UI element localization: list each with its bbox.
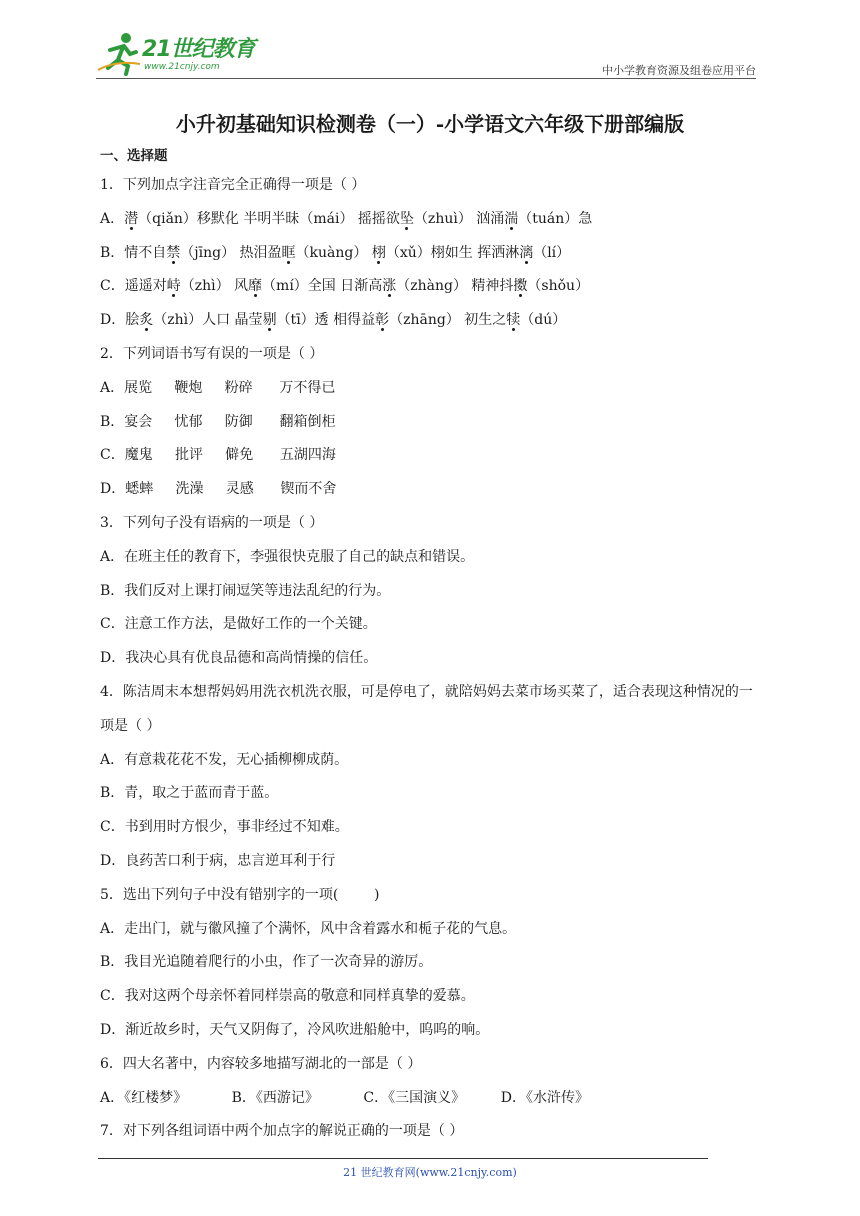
q3-option-b: B．我们反对上课打闹逗笑等违法乱纪的行为。 [100,582,391,599]
header-divider [96,78,756,79]
q1-option-b: B．情不自禁（jīng） 热泪盈眶（kuàng） 栩（xǔ）栩如生 挥洒淋漓（lí） [100,244,571,261]
q1-option-d: D．脍炙（zhì）人口 晶莹剔（tī）透 相得益彰（zhāng） 初生之犊（dú） [100,312,567,329]
runner-icon [96,30,142,76]
q4-option-b: B．青，取之于蓝而青于蓝。 [100,785,279,802]
q1-option-a: A．潜（qiǎn）移默化 半明半昧（mái） 摇摇欲坠（zhuì） 汹涌湍（tuán）急 [100,210,593,227]
brand-logo [96,30,266,78]
q5-option-a: A．走出门，就与徽风撞了个满怀，风中含着露水和栀子花的气息。 [100,920,517,937]
q3-option-c: C．注意工作方法，是做好工作的一个关键。 [100,616,377,633]
q4-option-c: C．书到用时方恨少，事非经过不知难。 [100,819,349,836]
section-heading: 一、选择题 [100,148,168,164]
q6-options: A．《红楼梦》 B．《西游记》 C．《三国演义》 D．《水浒传》 [100,1089,589,1106]
q2-option-d: D．蟋蟀 洗澡 灵感 锲而不舍 [100,481,337,498]
footer-divider [98,1158,708,1159]
q4-option-d: D．良药苦口利于病，忠言逆耳利于行 [100,852,336,869]
q7-stem: 7．对下列各组词语中两个加点字的解说正确的一项是（ ） [100,1123,464,1140]
q6-stem: 6．四大名著中，内容较多地描写湖北的一部是（ ） [100,1055,422,1072]
q1-stem: 1．下列加点字注音完全正确得一项是（ ） [100,177,366,193]
q3-option-a: A．在班主任的教育下，李强很快克服了自己的缺点和错误。 [100,548,475,565]
question-content [100,145,760,1149]
q5-stem: 5．选出下列句子中没有错别字的一项( ) [100,886,380,903]
q2-option-c: C．魔鬼 批评 僻免 五湖四海 [100,447,336,464]
q5-option-d: D．渐近故乡时，天气又阴侮了，冷风吹进船舱中，呜呜的响。 [100,1021,490,1038]
brand-name: 21世纪教育 [142,37,255,62]
q2-option-a: A．展览 鞭炮 粉碎 万不得已 [100,379,336,396]
q5-option-c: C．我对这两个母亲怀着同样崇高的敬意和同样真挚的爱慕。 [100,988,475,1005]
page-title: 小升初基础知识检测卷（一）-小学语文六年级下册部编版 [175,112,685,136]
q2-option-b: B．宴会 忧郁 防御 翻箱倒柜 [100,413,336,430]
q4-stem: 4．陈洁周末本想帮妈妈用洗衣机洗衣服，可是停电了，就陪妈妈去菜市场买菜了，适合表现这种情况的一项是（ ） [100,683,753,734]
q2-stem: 2．下列词语书写有误的一项是（ ） [100,345,324,362]
q1-option-c: C．遥遥对峙（zhì） 风靡（mí）全国 日渐高涨（zhàng） 精神抖擞（shǒu） [100,278,590,295]
brand-url: www.21cnjy.com [144,62,220,72]
platform-name: 中小学教育资源及组卷应用平台 [602,64,756,77]
q3-option-d: D．我决心具有优良品德和高尚情操的信任。 [100,650,378,667]
q5-option-b: B．我目光追随着爬行的小虫，作了一次奇异的游厉。 [100,954,433,971]
q4-option-a: A．有意栽花花不发，无心插柳柳成荫。 [100,751,349,768]
page-header [96,30,756,80]
footer-text: 21 世纪教育网(www.21cnjy.com) [343,1166,517,1179]
q3-stem: 3．下列句子没有语病的一项是（ ） [100,514,324,531]
